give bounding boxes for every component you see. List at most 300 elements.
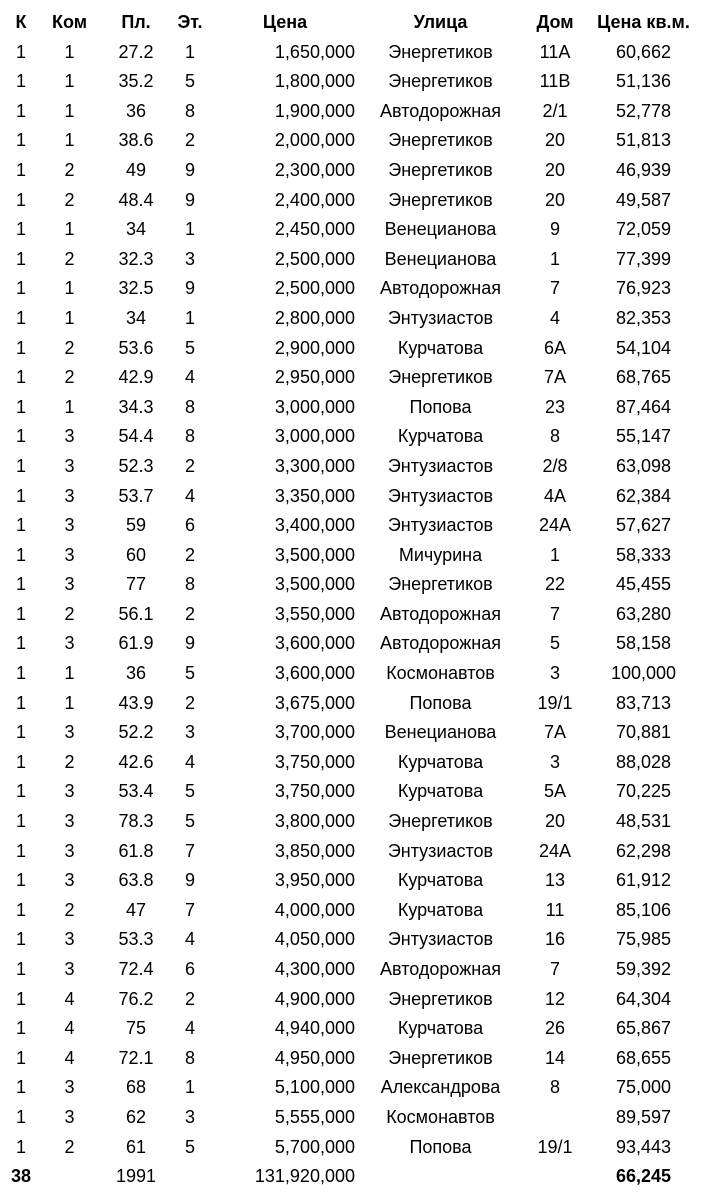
cell-street: Курчатова <box>397 1018 484 1039</box>
cell-price-per-sqm: 51,136 <box>615 71 672 92</box>
table-row <box>0 866 703 896</box>
cell-k: 1 <box>15 811 26 832</box>
cell-rooms: 4 <box>64 1047 75 1068</box>
cell-house: 24А <box>538 515 572 536</box>
cell-area: 76.2 <box>118 988 154 1009</box>
table-row <box>0 482 703 512</box>
table-row <box>0 837 703 867</box>
cell-rooms: 4 <box>64 988 75 1009</box>
table-row <box>0 777 703 807</box>
cell-house: 7А <box>543 722 567 743</box>
cell-k: 1 <box>15 396 26 417</box>
cell-price: 3,600,000 <box>274 663 355 684</box>
cell-area: 60 <box>125 544 147 565</box>
total-price-per-sqm: 66,245 <box>615 1166 672 1187</box>
cell-price: 3,300,000 <box>274 455 355 476</box>
cell-house: 5 <box>549 633 560 654</box>
cell-price: 2,300,000 <box>274 159 355 180</box>
cell-area: 77 <box>125 574 147 595</box>
cell-k: 1 <box>15 1047 26 1068</box>
cell-street: Космонавтов <box>386 1106 495 1127</box>
cell-area: 52.3 <box>118 455 154 476</box>
cell-price-per-sqm: 63,280 <box>615 603 672 624</box>
table-row <box>0 541 703 571</box>
cell-price-per-sqm: 68,655 <box>615 1047 672 1068</box>
cell-k: 1 <box>15 1018 26 1039</box>
table-row <box>0 334 703 364</box>
table-row <box>0 1014 703 1044</box>
cell-price-per-sqm: 64,304 <box>615 988 672 1009</box>
cell-rooms: 3 <box>64 870 75 891</box>
cell-house: 11А <box>539 41 571 62</box>
cell-k: 1 <box>15 633 26 654</box>
cell-area: 32.3 <box>118 248 154 269</box>
cell-house: 19/1 <box>537 1136 573 1157</box>
cell-area: 47 <box>125 899 147 920</box>
cell-price-per-sqm: 83,713 <box>615 692 672 713</box>
cell-house: 20 <box>544 811 566 832</box>
cell-floor: 5 <box>184 663 195 684</box>
cell-price: 3,950,000 <box>274 870 355 891</box>
cell-price: 3,000,000 <box>274 396 355 417</box>
table-row <box>0 422 703 452</box>
cell-price-per-sqm: 75,000 <box>615 1077 672 1098</box>
cell-area: 42.6 <box>118 751 154 772</box>
cell-rooms: 1 <box>64 71 75 92</box>
cell-street: Курчатова <box>397 751 484 772</box>
cell-k: 1 <box>15 1106 26 1127</box>
cell-floor: 7 <box>184 899 195 920</box>
cell-k: 1 <box>15 929 26 950</box>
total-empty-2 <box>175 1162 205 1192</box>
cell-price: 5,700,000 <box>274 1136 355 1157</box>
cell-k: 1 <box>15 781 26 802</box>
totals-row <box>0 1162 703 1192</box>
apartments-table <box>0 8 703 1192</box>
cell-area: 34 <box>125 219 147 240</box>
cell-house: 8 <box>549 426 560 447</box>
cell-floor: 1 <box>184 219 195 240</box>
cell-rooms: 2 <box>64 248 75 269</box>
cell-k: 1 <box>15 71 26 92</box>
table-row <box>0 156 703 186</box>
cell-street: Курчатова <box>397 899 484 920</box>
cell-area: 61 <box>125 1136 147 1157</box>
cell-area: 53.3 <box>118 929 154 950</box>
cell-floor: 5 <box>184 71 195 92</box>
total-empty-4 <box>526 1162 584 1192</box>
cell-rooms: 2 <box>64 1136 75 1157</box>
cell-rooms: 3 <box>64 959 75 979</box>
cell-price: 2,400,000 <box>274 189 355 210</box>
cell-house: 1 <box>549 248 560 269</box>
cell-house: 16 <box>544 929 566 950</box>
cell-price-per-sqm: 62,384 <box>615 485 672 506</box>
cell-price: 5,555,000 <box>274 1106 355 1127</box>
cell-price: 1,800,000 <box>274 71 355 92</box>
cell-house: 14 <box>544 1047 566 1068</box>
table-row <box>0 807 703 837</box>
cell-price-per-sqm: 60,662 <box>615 41 672 62</box>
cell-k: 1 <box>15 130 26 151</box>
cell-price: 3,500,000 <box>274 544 355 565</box>
cell-house: 4 <box>549 307 560 328</box>
cell-rooms: 1 <box>64 663 75 684</box>
cell-area: 54.4 <box>118 426 154 447</box>
header-price-per-sqm: Цена кв.м. <box>597 12 690 32</box>
cell-k: 1 <box>15 870 26 891</box>
cell-price: 2,500,000 <box>274 248 355 269</box>
cell-rooms: 2 <box>64 899 75 920</box>
header-area: Пл. <box>121 12 151 32</box>
cell-price-per-sqm: 93,443 <box>615 1136 672 1157</box>
cell-house: 8 <box>549 1077 560 1098</box>
cell-rooms: 1 <box>64 307 75 328</box>
cell-price-per-sqm: 88,028 <box>615 751 672 772</box>
cell-price-per-sqm: 52,778 <box>615 100 672 121</box>
cell-area: 62 <box>125 1106 147 1127</box>
table-row <box>0 925 703 955</box>
cell-house: 19/1 <box>537 692 573 713</box>
cell-street: Энергетиков <box>388 189 493 210</box>
cell-price-per-sqm: 54,104 <box>615 337 672 358</box>
cell-price: 2,800,000 <box>274 307 355 328</box>
header-rooms: Ком <box>51 12 88 32</box>
cell-street: Автодорожная <box>380 633 501 654</box>
cell-price-per-sqm: 72,059 <box>615 219 672 240</box>
cell-rooms: 3 <box>64 1106 75 1127</box>
cell-rooms: 1 <box>64 41 75 62</box>
cell-house: 13 <box>544 870 566 891</box>
cell-price: 5,100,000 <box>274 1077 355 1098</box>
cell-area: 34 <box>125 307 147 328</box>
cell-area: 35.2 <box>118 71 154 92</box>
cell-street: Энтузиастов <box>387 515 494 536</box>
cell-floor: 8 <box>184 426 195 447</box>
cell-rooms: 3 <box>64 811 75 832</box>
cell-price-per-sqm: 45,455 <box>615 574 672 595</box>
cell-area: 63.8 <box>118 870 154 891</box>
cell-house: 3 <box>549 663 560 684</box>
cell-price: 3,000,000 <box>274 426 355 447</box>
table-row <box>0 689 703 719</box>
cell-price-per-sqm: 70,881 <box>615 722 672 743</box>
cell-k: 1 <box>15 367 26 388</box>
cell-house: 6А <box>543 337 567 358</box>
cell-price: 4,050,000 <box>274 929 355 950</box>
cell-price-per-sqm: 59,392 <box>615 959 672 979</box>
cell-price: 4,940,000 <box>274 1018 355 1039</box>
header-row <box>0 8 703 38</box>
cell-price-per-sqm: 46,939 <box>615 159 672 180</box>
cell-area: 78.3 <box>118 811 154 832</box>
cell-house: 24А <box>538 840 572 861</box>
cell-price-per-sqm: 63,098 <box>615 455 672 476</box>
cell-floor: 6 <box>184 515 195 536</box>
cell-floor: 9 <box>184 633 195 654</box>
cell-house: 3 <box>549 751 560 772</box>
cell-price: 4,950,000 <box>274 1047 355 1068</box>
cell-k: 1 <box>15 899 26 920</box>
cell-k: 1 <box>15 100 26 121</box>
cell-k: 1 <box>15 692 26 713</box>
cell-area: 36 <box>125 100 147 121</box>
cell-rooms: 4 <box>64 1018 75 1039</box>
cell-price-per-sqm: 49,587 <box>615 189 672 210</box>
total-price: 131,920,000 <box>254 1166 355 1187</box>
cell-k: 1 <box>15 988 26 1009</box>
cell-house: 11В <box>539 71 571 92</box>
cell-street: Автодорожная <box>380 278 501 299</box>
cell-rooms: 2 <box>64 751 75 772</box>
cell-house <box>526 1103 584 1133</box>
cell-street: Венецианова <box>384 219 497 240</box>
cell-k: 1 <box>15 248 26 269</box>
table-row <box>0 896 703 926</box>
cell-area: 53.7 <box>118 485 154 506</box>
cell-floor: 8 <box>184 574 195 595</box>
cell-rooms: 1 <box>64 219 75 240</box>
cell-floor: 1 <box>184 307 195 328</box>
cell-area: 42.9 <box>118 367 154 388</box>
cell-floor: 8 <box>184 1047 195 1068</box>
cell-street: Энтузиастов <box>387 929 494 950</box>
cell-price: 4,300,000 <box>274 959 355 979</box>
header-price: Цена <box>262 12 308 32</box>
table-row <box>0 1133 703 1163</box>
cell-floor: 6 <box>184 959 195 979</box>
cell-house: 7А <box>543 367 567 388</box>
cell-house: 12 <box>544 988 566 1009</box>
cell-rooms: 1 <box>64 100 75 121</box>
cell-rooms: 2 <box>64 159 75 180</box>
cell-price: 2,500,000 <box>274 278 355 299</box>
cell-k: 1 <box>15 41 26 62</box>
table-row <box>0 659 703 689</box>
cell-street: Автодорожная <box>380 959 501 979</box>
cell-street: Энергетиков <box>388 71 493 92</box>
cell-floor: 2 <box>184 130 195 151</box>
cell-floor: 2 <box>184 692 195 713</box>
cell-floor: 1 <box>184 41 195 62</box>
cell-house: 26 <box>544 1018 566 1039</box>
cell-rooms: 3 <box>64 722 75 743</box>
cell-price: 3,675,000 <box>274 692 355 713</box>
cell-street: Венецианова <box>384 248 497 269</box>
header-k: К <box>15 12 27 32</box>
table-row <box>0 97 703 127</box>
cell-price-per-sqm: 48,531 <box>615 811 672 832</box>
cell-rooms: 3 <box>64 426 75 447</box>
cell-price-per-sqm: 61,912 <box>615 870 672 891</box>
cell-price-per-sqm: 58,333 <box>615 544 672 565</box>
cell-floor: 5 <box>184 781 195 802</box>
cell-floor: 1 <box>184 1077 195 1098</box>
total-count: 38 <box>10 1166 32 1187</box>
cell-k: 1 <box>15 337 26 358</box>
cell-street: Попова <box>409 1136 472 1157</box>
cell-price: 4,000,000 <box>274 899 355 920</box>
table-row <box>0 363 703 393</box>
cell-floor: 4 <box>184 367 195 388</box>
cell-floor: 8 <box>184 100 195 121</box>
cell-street: Курчатова <box>397 870 484 891</box>
cell-price: 3,700,000 <box>274 722 355 743</box>
cell-floor: 5 <box>184 1136 195 1157</box>
cell-price: 1,900,000 <box>274 100 355 121</box>
cell-street: Энергетиков <box>388 159 493 180</box>
cell-price: 3,550,000 <box>274 603 355 624</box>
cell-street: Энтузиастов <box>387 455 494 476</box>
cell-area: 68 <box>125 1077 147 1098</box>
cell-price-per-sqm: 77,399 <box>615 248 672 269</box>
cell-floor: 2 <box>184 544 195 565</box>
cell-street: Энергетиков <box>388 811 493 832</box>
cell-area: 38.6 <box>118 130 154 151</box>
cell-street: Автодорожная <box>380 100 501 121</box>
table-row <box>0 718 703 748</box>
cell-floor: 2 <box>184 988 195 1009</box>
cell-street: Энергетиков <box>388 1047 493 1068</box>
cell-house: 7 <box>549 603 560 624</box>
cell-rooms: 3 <box>64 544 75 565</box>
total-empty-1 <box>42 1162 97 1192</box>
cell-price: 3,600,000 <box>274 633 355 654</box>
cell-price: 3,500,000 <box>274 574 355 595</box>
table-row <box>0 985 703 1015</box>
cell-house: 20 <box>544 130 566 151</box>
table-row <box>0 274 703 304</box>
cell-price-per-sqm: 62,298 <box>615 840 672 861</box>
cell-street: Энергетиков <box>388 130 493 151</box>
cell-house: 7 <box>549 959 560 979</box>
cell-floor: 4 <box>184 1018 195 1039</box>
cell-street: Энергетиков <box>388 574 493 595</box>
cell-area: 72.4 <box>118 959 154 979</box>
cell-price: 3,400,000 <box>274 515 355 536</box>
cell-floor: 9 <box>184 159 195 180</box>
table-row <box>0 570 703 600</box>
cell-area: 56.1 <box>118 603 154 624</box>
cell-price-per-sqm: 76,923 <box>615 278 672 299</box>
cell-k: 1 <box>15 455 26 476</box>
cell-price-per-sqm: 85,106 <box>615 899 672 920</box>
table-row <box>0 215 703 245</box>
table-row <box>0 38 703 68</box>
cell-price-per-sqm: 57,627 <box>615 515 672 536</box>
cell-rooms: 3 <box>64 485 75 506</box>
cell-area: 61.9 <box>118 633 154 654</box>
cell-area: 48.4 <box>118 189 154 210</box>
table-row <box>0 1073 703 1103</box>
cell-floor: 8 <box>184 396 195 417</box>
cell-floor: 4 <box>184 751 195 772</box>
cell-price-per-sqm: 58,158 <box>615 633 672 654</box>
cell-k: 1 <box>15 751 26 772</box>
cell-floor: 3 <box>184 248 195 269</box>
cell-rooms: 2 <box>64 367 75 388</box>
cell-area: 53.6 <box>118 337 154 358</box>
cell-area: 53.4 <box>118 781 154 802</box>
table-row <box>0 955 703 985</box>
table-row <box>0 511 703 541</box>
cell-price: 3,750,000 <box>274 781 355 802</box>
cell-rooms: 2 <box>64 337 75 358</box>
table-row <box>0 304 703 334</box>
cell-house: 9 <box>549 219 560 240</box>
cell-rooms: 3 <box>64 515 75 536</box>
cell-area: 32.5 <box>118 278 154 299</box>
cell-house: 22 <box>544 574 566 595</box>
cell-rooms: 1 <box>64 396 75 417</box>
cell-k: 1 <box>15 663 26 684</box>
cell-house: 1 <box>549 544 560 565</box>
cell-price: 2,950,000 <box>274 367 355 388</box>
cell-k: 1 <box>15 159 26 180</box>
cell-k: 1 <box>15 722 26 743</box>
table-row <box>0 186 703 216</box>
cell-floor: 3 <box>184 722 195 743</box>
cell-street: Энтузиастов <box>387 840 494 861</box>
cell-rooms: 2 <box>64 189 75 210</box>
cell-house: 2/8 <box>542 455 568 476</box>
cell-house: 2/1 <box>542 100 568 121</box>
cell-price: 1,650,000 <box>274 41 355 62</box>
cell-rooms: 1 <box>64 692 75 713</box>
cell-area: 49 <box>125 159 147 180</box>
cell-k: 1 <box>15 1136 26 1157</box>
cell-rooms: 3 <box>64 1077 75 1098</box>
cell-price-per-sqm: 51,813 <box>615 130 672 151</box>
cell-street: Энтузиастов <box>387 485 494 506</box>
cell-rooms: 3 <box>64 633 75 654</box>
cell-area: 61.8 <box>118 840 154 861</box>
cell-rooms: 3 <box>64 781 75 802</box>
cell-k: 1 <box>15 189 26 210</box>
cell-price: 3,800,000 <box>274 811 355 832</box>
table-row <box>0 600 703 630</box>
cell-price: 3,750,000 <box>274 751 355 772</box>
cell-street: Энергетиков <box>388 988 493 1009</box>
cell-floor: 2 <box>184 603 195 624</box>
cell-rooms: 1 <box>64 130 75 151</box>
table-row <box>0 748 703 778</box>
cell-price-per-sqm: 89,597 <box>615 1106 672 1127</box>
cell-price: 2,000,000 <box>274 130 355 151</box>
cell-k: 1 <box>15 959 26 979</box>
cell-floor: 3 <box>184 1106 195 1127</box>
cell-k: 1 <box>15 1077 26 1098</box>
cell-house: 7 <box>549 278 560 299</box>
cell-area: 72.1 <box>118 1047 154 1068</box>
cell-floor: 9 <box>184 189 195 210</box>
cell-house: 20 <box>544 159 566 180</box>
cell-street: Космонавтов <box>386 663 495 684</box>
cell-k: 1 <box>15 603 26 624</box>
table-row <box>0 1044 703 1074</box>
cell-rooms: 3 <box>64 455 75 476</box>
cell-area: 27.2 <box>118 41 154 62</box>
cell-area: 34.3 <box>118 396 154 417</box>
header-floor: Эт. <box>177 12 203 32</box>
cell-rooms: 1 <box>64 278 75 299</box>
total-empty-3 <box>355 1162 526 1192</box>
cell-price-per-sqm: 55,147 <box>615 426 672 447</box>
cell-price-per-sqm: 82,353 <box>615 307 672 328</box>
cell-rooms: 3 <box>64 574 75 595</box>
cell-price: 3,350,000 <box>274 485 355 506</box>
table-row <box>0 452 703 482</box>
